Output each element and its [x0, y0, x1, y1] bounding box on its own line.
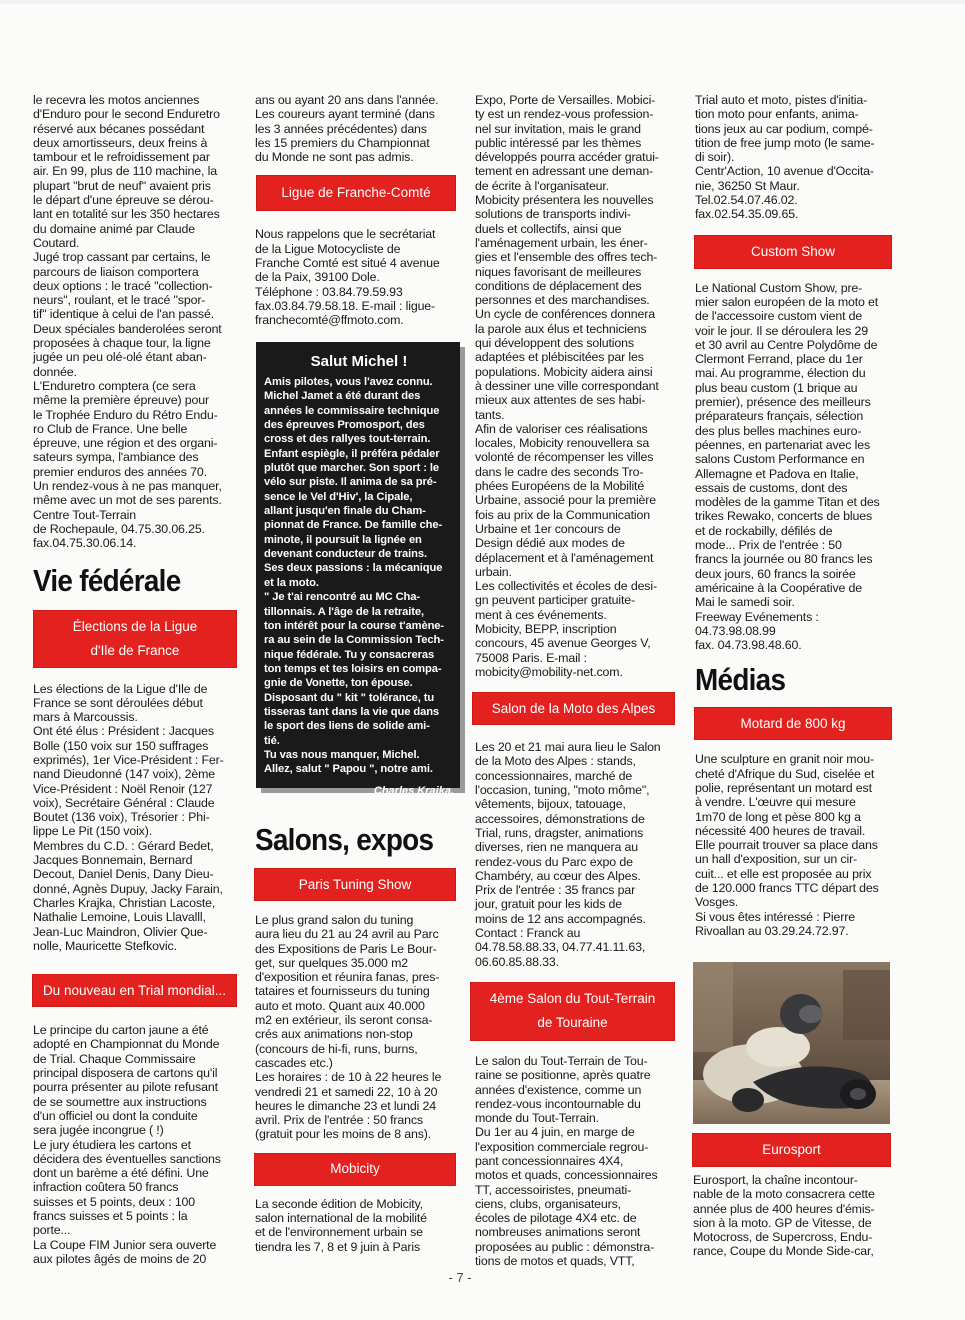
subhead-ligue-franche-comte: Ligue de Franche-Comté — [257, 176, 455, 210]
subhead-eurosport: Eurosport — [693, 1134, 890, 1166]
column-4 — [695, 93, 891, 938]
trial-article: Le principe du carton jaune a été adopté en Championnat du Monde de Trial. Chaque Commissaire principal disposera de cartons qu'il pourra présenter au pilote refusant de se soumettre aux instructions d'un officiel ou dont la conduite sera jugée incongrue ( !) Le jury étudiera les cartons et décidera des éventuelles sanctions dont un barème a été défini. Une infraction coûtera 50 francs suisses et 5 points, deux : 100 francs suisses et 5 points : la porte... La Coupe FIM Junior sera ouverte aux pilotes âgés de moins de 20 — [33, 1023, 221, 1266]
column-4-lower — [693, 1134, 890, 1259]
subhead-custom-show: Custom Show — [695, 236, 891, 268]
tribute-box-salut-michel — [256, 342, 460, 797]
subhead-elections-ile-de-france: Élections de la Ligue d'Ile de France — [34, 611, 236, 667]
franche-comte-article: Nous rappelons que le secrétariat de la Ligue Motocycliste de Franche Comté est situé 4 avenue de la Paix, 39100 Dole. Téléphone : 03.84.79.59.93 fax.03.84.79.58.18. E-mail : ligue- franchecomté@ffmoto.com. — [255, 227, 440, 328]
section-heading-salons-expos: Salons, expos — [255, 822, 434, 857]
column-2-lower — [255, 822, 455, 1254]
column-1 — [33, 93, 236, 1266]
subhead-salon-moto-alpes: Salon de la Moto des Alpes — [473, 693, 674, 724]
junior-cup-article-continued: ans ou ayant 20 ans dans l'année. Les coureurs ayant terminé (dans les 3 années précédentes) dans les 15 premiers du Championnat du Monde ne sont pas admis. — [255, 93, 439, 165]
tuning-show-article: Le plus grand salon du tuning aura lieu du 21 au 24 avril au Parc des Expositions de Paris Le Bour- get, sur quelques 35.000 m2 d'exposition et réunira fanas, pres- tataires et fournisseurs du tuning auto et moto. Quant aux 40.000 m2 en extérieur, ils seront consa- crés aux animations non-stop (concours de hi-fi, runs, burns, cascades etc.) Les horaires : de 10 à 22 heures le vendredi 21 et samedi 22, 10 à 20 heures le dimanche 23 et lundi 24 avril. Prix de l'entrée : 50 francs (gratuit pour les moins de 8 ans). — [255, 913, 442, 1142]
tribute-body: Amis pilotes, vous l'avez connu. Michel Jamet a été durant des années le commissaire technique des épreuves Promosport, des cross et des rallyes tout-terrain. Enfant espiègle, il préféra pédaler plutôt que marcher. Son sport : le vélo sur piste. Il anima de sa pré- sence le Vel d'Hiv', la Cipale, allant jusqu'en finale du Cham- pionnat de France. De famille che- minote, il poursuit la lignée en devenant conducteur de trains. Ses deux passions : la mécanique et la moto. " Je t'ai rencontré au MC Cha- tillonnais. A l'âge de la retraite, ton intérêt pour la course t'amène- ra au sein de la Commission Tech- nique fédérale. Tu y consacreras ton temps et tes loisirs en compa- gnie de Vonette, ton épouse. Disposant du " kit " tolérance, tu tisseras tant dans la vie que dans le sport des liens de solide ami- tié. Tu vas nous manquer, Michel. Allez, salut " Papou ", notre ami. — [264, 376, 445, 776]
eurosport-article: Eurosport, la chaîne incontour- nable de la moto consacrera cette année plus de 400 heures d'émis- sion à la moto. GP de Vitesse, de Motocross, de Supercross, Endu- rance, Coupe du Monde Side-car, — [693, 1173, 875, 1259]
page-top-edge — [0, 0, 965, 4]
motard-sculpture-article: Une sculpture en granit noir mou- cheté d'Afrique du Sud, ciselée et polie, représentant un motard est à vendre. L'œuvre qui mesure 1m70 de long et pèse 800 kg a nécessité 400 heures de travail. Elle pourrait trouver sa place dans un hall d'exposition, sur un cir- cuit... et elle est proposée au prix de 120.000 francs TTC départ des Vosges. Si vous êtes intéressé : Pierre Rivoallan au 03.29.24.72.97. — [695, 752, 879, 938]
page-number: - 7 - — [448, 1270, 472, 1285]
tribute-title: Salut Michel ! — [310, 353, 408, 370]
section-heading-medias: Médias — [695, 662, 786, 698]
subhead-paris-tuning-show: Paris Tuning Show — [255, 869, 455, 900]
sculpture-illustration — [693, 962, 890, 1124]
enduretro-article: le recevra les motos anciennes d'Enduro pour le second Enduretro réservé aux bécanes possédant deux amortisseurs, deux freins à tambour et le refroidissement par air. En 99, plus de 110 machine, la plupart "brut de neuf" avaient pris le départ d'une épreuve se dérou- lant en totalité sur les 350 hectares du domaine animé par Claude Coutard. Jugé trop cassant par certains, le parcours de liaison comportera deux options : le tracé "collection- neurs", roulant, et le tracé "spor- tif" identique à celui de l'an passé. Deux spéciales banderolées seront proposées à chaque tour, la ligne jugée un peu olé-olé étant aban- donnée. L'Enduretro comptera (ce sera même la première épreuve) pour le Trophée Enduro du Rétro Endu- ro Club de France. Une belle épreuve, une région et des organi- sateurs sympa, l'ambiance des premier enduros des années 70. Un rendez-vous à ne pas manquer, même avec un mot de ses parents. Centre Tout-Terrain de Rochepaule, 04.75.30.06.25. fax.04.75.30.06.14. — [33, 93, 222, 551]
moto-alpes-article: Les 20 et 21 mai aura lieu le Salon de la Moto des Alpes : stands, concessionnaires, marché de l'occasion, tuning, "moto môme", vêtements, bijoux, tatouage, accessoires, démonstrations de Trial, runs, dragster, animations diverses, rien ne manquera au rendez-vous du Parc expo de Chambéry, au cœur des Alpes. Prix de l'entrée : 35 francs par jour, gratuit pour les kids de moins de 12 ans accompagnés. Contact : Franck au 04.78.58.88.33, 04.77.41.11.63, 06.60.85.88.33. — [475, 740, 661, 969]
mobicity-article-continued: Expo, Porte de Versailles. Mobici- ty est un rendez-vous profession- nel sur invitation, mais le grand public intéressé par les thèmes développés pourra accéder gratui- tement en adressant une deman- de écrite à l'organisateur. Mobicity présentera les nouvelles solutions de transports indivi- duels et collectifs, ainsi que l'aménagement urbain, les éner- gies et l'ensemble des offres tech- niques favorisant de meilleures conditions de déplacement des personnes et des marchandises. Un cycle de conférences donnera la parole aux élus et techniciens qui développent des solutions adaptées et plébiscitées par les populations. Mobicity aidera ainsi à dessiner une ville correspondant mieux aux attentes de ses habi- tants. Afin de valoriser ces réalisations locales, Mobicity renouvellera sa volonté de récompenser les villes dans le cadre des seconds Tro- phées Européens de la Mobilité Urbaine, associé pour la première fois au prix de la Communication Urbaine et 1er concours de Design dédié aux modes de déplacement et à l'aménagement urbain. Les collectivités et écoles de desi- gn peuvent participer gratuite- ment à ces événements. Mobicity, BEPP, inscription concours, 45 avenue Georges V, 75008 Paris. E-mail : mobicity@mobility-net.com. — [475, 93, 659, 679]
column-3 — [475, 93, 674, 1268]
section-heading-vie-federale: Vie fédérale — [33, 562, 181, 598]
custom-show-article: Le National Custom Show, pre- mier salon européen de la moto et de l'accessoire custom vient de voir le jour. Il se déroulera les 29 et 30 avril au Centre Polydôme de Clermont Ferrand, place du 1er mai. Au programme, élection du plus beau custom (1 brique au premier), présence des meilleurs préparateurs français, sélection des plus belles machines euro- péennes, en partenariat avec les salons Custom Performance en Allemagne et Padova en Italie, essais de customs, dont des modèles de la gamme Titan et des trikes Rewako, concerts de blues et de rockabilly, défilés de mode... Prix de l'entrée : 50 francs la journée ou 80 francs les deux jours, 60 francs la soirée américaine à la Coopérative de Mai le samedi soir. Freeway Evénements : 04.73.98.08.99 fax. 04.73.98.48.60. — [695, 280, 880, 653]
elections-article: Les élections de la Ligue d'Ile de France se sont déroulées début mars à Marcoussis. Ont été élus : Président : Jacques Bolle (150 voix sur 150 suffrages exprimés), 1er Vice-Président : Fer- nand Dieudonné (147 voix), 2ème Vice-Président : Noël Renoir (127 voix), Secrétaire Général : Claude Boutet (136 voix), Trésorier : Phi- lippe Le Pit (150 voix). Membres du C.D. : Gérard Bedet, Jacques Bonnemain, Bernard Decout, Daniel Denis, Dany Dieu- donné, Agnès Dupuy, Jacky Farain, Charles Krajka, Christian Lacoste, Nathalie Lemoine, Louis Llavalll, Jean-Luc Maindron, Olivier Que- nolle, Mauricette Stefkovic. — [33, 681, 224, 953]
subhead-motard-800kg: Motard de 800 kg — [695, 708, 891, 739]
tribute-signature: Charles Krajka. — [373, 784, 454, 797]
motard-sculpture-photo — [693, 962, 890, 1124]
subhead-trial-mondial: Du nouveau en Trial mondial... — [33, 975, 236, 1006]
subhead-salon-tout-terrain-touraine: 4ème Salon du Tout-Terrain de Touraine — [471, 983, 674, 1040]
subhead-mobicity: Mobicity — [255, 1154, 455, 1185]
mobicity-article-start: La seconde édition de Mobicity, salon international de la mobilité et de l'environnement urbain se tiendra les 7, 8 et 9 juin à Paris — [255, 1196, 427, 1254]
tout-terrain-article-continued: Trial auto et moto, pistes d'initia- tion moto pour enfants, anima- tions jeux au car podium, compé- tition de free jump moto (le same- di soir). Centr'Action, 10 avenue d'Occita- nie, 36250 St Maur. Tel.02.54.07.46.02. fax.02.54.35.09.65. — [695, 93, 875, 222]
column-2 — [255, 93, 455, 328]
tout-terrain-article: Le salon du Tout-Terrain de Tou- raine se positionne, après quatre années d'existence, comme un rendez-vous incontournable du monde du Tout-Terrain. Du 1er au 4 juin, en marge de l'exposition commerciale regrou- pant concessionnaires 4X4, motos et quads, concessionnaires TT, accessoiristes, pneumati- ciens, clubs, organisateurs, écoles de pilotage 4X4 etc. de nombreuses animations seront proposées au public : démonstra- tions de motos et quads, VTT, — [475, 1053, 658, 1269]
